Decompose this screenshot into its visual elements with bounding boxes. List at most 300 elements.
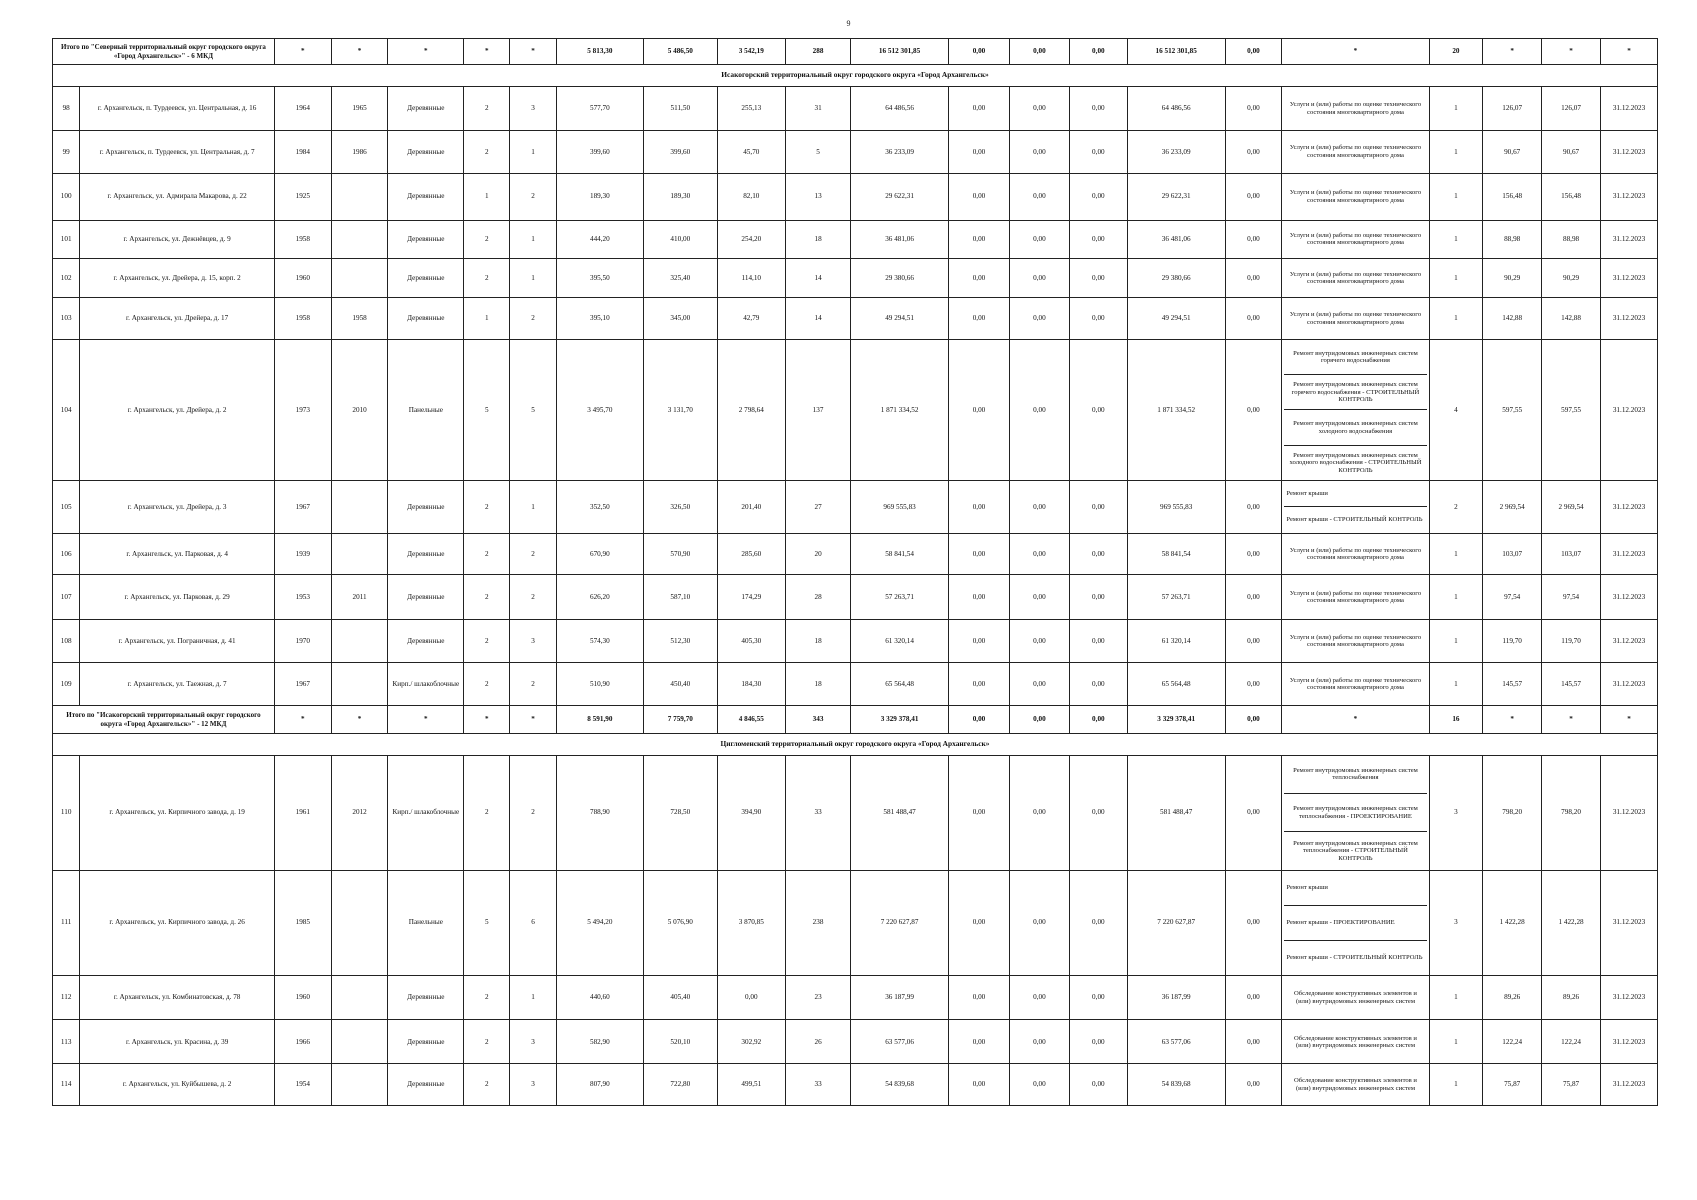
- row-number: 102: [53, 258, 80, 297]
- house-row: [53, 662, 1658, 706]
- work-item: Услуги и (или) работы по оценке технического состояния многоквартирного дома: [1289, 144, 1422, 159]
- cell-fund-own: 36 187,99: [1127, 975, 1225, 1020]
- cell-fund-own: 29 380,66: [1127, 258, 1225, 297]
- row-number: 109: [53, 662, 80, 706]
- total-cell: 16 512 301,85: [851, 39, 949, 65]
- cell-area-res: 3 131,70: [644, 339, 718, 480]
- cell-year-repair: [331, 173, 388, 220]
- cell-fund-other: 0,00: [1225, 975, 1282, 1020]
- cell-deadline: 31.12.2023: [1601, 575, 1658, 620]
- total-cell: 0,00: [1009, 706, 1069, 733]
- cell-fund-loc: 0,00: [1069, 173, 1127, 220]
- cell-area-res: 520,10: [644, 1020, 718, 1064]
- cell-residents: 33: [785, 1064, 850, 1106]
- cell-year-built: 1984: [274, 130, 331, 173]
- cell-area-total: 574,30: [556, 620, 643, 663]
- cell-area-total: 395,50: [556, 258, 643, 297]
- cell-fund-own: 54 839,68: [1127, 1064, 1225, 1106]
- work-item: Ремонт внутридомовых инженерных систем холодного водоснабжения: [1284, 409, 1426, 444]
- cell-area-own: 45,70: [717, 130, 785, 173]
- cell-cost-m2: 2 969,54: [1483, 481, 1542, 534]
- cell-year-built: 1985: [274, 870, 331, 975]
- cell-deadline: 31.12.2023: [1601, 1020, 1658, 1064]
- total-cell: 20: [1429, 39, 1483, 65]
- cell-material: Деревянные: [388, 533, 464, 575]
- cell-cost-max: 126,07: [1542, 87, 1601, 131]
- work-item: Ремонт крыши: [1286, 883, 1328, 891]
- cell-fund-other: 0,00: [1225, 533, 1282, 575]
- row-number: 111: [53, 870, 80, 975]
- work-item: Услуги и (или) работы по оценке технического состояния многоквартирного дома: [1289, 189, 1422, 204]
- district-section-header: [53, 65, 1658, 87]
- cell-year-built: 1964: [274, 87, 331, 131]
- cell-fund-own: 29 622,31: [1127, 173, 1225, 220]
- cell-floors: 1: [464, 173, 510, 220]
- cell-fund-loc: 0,00: [1069, 339, 1127, 480]
- cell-fund-loc: 0,00: [1069, 1064, 1127, 1106]
- cell-cost-total: 29 380,66: [851, 258, 949, 297]
- cell-cost-max: 90,29: [1542, 258, 1601, 297]
- cell-deadline: 31.12.2023: [1601, 755, 1658, 870]
- cell-residents: 27: [785, 481, 850, 534]
- cell-floors: 1: [464, 298, 510, 340]
- cell-residents: 13: [785, 173, 850, 220]
- cell-residents: 26: [785, 1020, 850, 1064]
- cell-area-res: 570,90: [644, 533, 718, 575]
- row-number: 107: [53, 575, 80, 620]
- house-address: г. Архангельск, ул. Дежнёвцев, д. 9: [80, 220, 275, 258]
- cell-cost-total: 1 871 334,52: [851, 339, 949, 480]
- house-row: [53, 870, 1658, 975]
- cell-floors: 2: [464, 481, 510, 534]
- cell-fund-fed: 0,00: [948, 298, 1009, 340]
- cell-deadline: 31.12.2023: [1601, 298, 1658, 340]
- total-cell: *: [1601, 706, 1658, 733]
- cell-area-own: 174,29: [717, 575, 785, 620]
- cell-fund-other: 0,00: [1225, 220, 1282, 258]
- cell-area-res: 325,40: [644, 258, 718, 297]
- row-number: 108: [53, 620, 80, 663]
- cell-fund-loc: 0,00: [1069, 130, 1127, 173]
- house-address: г. Архангельск, ул. Красина, д. 39: [80, 1020, 275, 1064]
- cell-floors: 5: [464, 339, 510, 480]
- cell-fund-other: 0,00: [1225, 1064, 1282, 1106]
- cell-fund-fed: 0,00: [948, 1020, 1009, 1064]
- cell-fund-own: 1 871 334,52: [1127, 339, 1225, 480]
- cell-fund-loc: 0,00: [1069, 1020, 1127, 1064]
- work-item: Ремонт внутридомовых инженерных систем холодного водоснабжения - СТРОИТЕЛЬНЫЙ КОНТРОЛЬ: [1284, 445, 1426, 480]
- cell-cost-total: 581 488,47: [851, 755, 949, 870]
- cell-material: Деревянные: [388, 1064, 464, 1106]
- cell-entrances: 3: [510, 1064, 556, 1106]
- work-types-cell: [1282, 975, 1429, 1020]
- work-types-cell: [1282, 220, 1429, 258]
- cell-cost-total: 36 481,06: [851, 220, 949, 258]
- cell-year-repair: [331, 620, 388, 663]
- cell-entrances: 1: [510, 220, 556, 258]
- cell-fund-reg: 0,00: [1009, 620, 1069, 663]
- cell-fund-other: 0,00: [1225, 1020, 1282, 1064]
- cell-entrances: 2: [510, 173, 556, 220]
- cell-area-total: 670,90: [556, 533, 643, 575]
- total-cell: *: [331, 39, 388, 65]
- work-types-cell: [1282, 87, 1429, 131]
- cell-area-own: 405,30: [717, 620, 785, 663]
- work-list: [1284, 259, 1426, 297]
- cell-material: Деревянные: [388, 173, 464, 220]
- cell-fund-fed: 0,00: [948, 870, 1009, 975]
- cell-area-total: 788,90: [556, 755, 643, 870]
- work-list: [1284, 131, 1426, 173]
- cell-year-repair: [331, 1064, 388, 1106]
- cell-residents: 31: [785, 87, 850, 131]
- cell-cost-m2: 88,98: [1483, 220, 1542, 258]
- cell-area-own: 255,13: [717, 87, 785, 131]
- cell-residents: 5: [785, 130, 850, 173]
- cell-entrances: 1: [510, 481, 556, 534]
- cell-year-built: 1970: [274, 620, 331, 663]
- cell-work-count: 1: [1429, 620, 1483, 663]
- cell-fund-reg: 0,00: [1009, 1020, 1069, 1064]
- cell-area-own: 114,10: [717, 258, 785, 297]
- cell-fund-loc: 0,00: [1069, 481, 1127, 534]
- cell-fund-loc: 0,00: [1069, 662, 1127, 706]
- cell-fund-fed: 0,00: [948, 339, 1009, 480]
- cell-year-repair: [331, 662, 388, 706]
- cell-cost-m2: 119,70: [1483, 620, 1542, 663]
- cell-cost-m2: 156,48: [1483, 173, 1542, 220]
- cell-cost-max: 156,48: [1542, 173, 1601, 220]
- house-row: [53, 220, 1658, 258]
- row-number: 112: [53, 975, 80, 1020]
- work-list: [1284, 871, 1426, 975]
- total-title: Итого по "Северный территориальный округ городского округа «Город Архангельск»" - 6 МКД: [53, 39, 275, 65]
- work-item: Услуги и (или) работы по оценке технического состояния многоквартирного дома: [1289, 589, 1422, 605]
- row-number: 99: [53, 130, 80, 173]
- section-title: Цигломенский территориальный округ городского округа «Город Архангельск»: [53, 733, 1658, 755]
- cell-fund-fed: 0,00: [948, 220, 1009, 258]
- cell-area-total: 582,90: [556, 1020, 643, 1064]
- cell-floors: 2: [464, 662, 510, 706]
- work-item: Услуги и (или) работы по оценке технического состояния многоквартирного дома: [1289, 676, 1422, 692]
- cell-fund-fed: 0,00: [948, 975, 1009, 1020]
- cell-cost-total: 36 233,09: [851, 130, 949, 173]
- cell-area-res: 450,40: [644, 662, 718, 706]
- house-row: [53, 173, 1658, 220]
- cell-year-built: 1961: [274, 755, 331, 870]
- work-list: [1284, 620, 1426, 662]
- house-address: г. Архангельск, ул. Кирпичного завода, д. 26: [80, 870, 275, 975]
- total-cell: 3 329 378,41: [1127, 706, 1225, 733]
- house-row: [53, 1020, 1658, 1064]
- cell-floors: 2: [464, 975, 510, 1020]
- cell-fund-fed: 0,00: [948, 620, 1009, 663]
- cell-cost-max: 97,54: [1542, 575, 1601, 620]
- cell-fund-loc: 0,00: [1069, 755, 1127, 870]
- row-number: 106: [53, 533, 80, 575]
- cell-year-built: 1958: [274, 298, 331, 340]
- cell-cost-m2: 90,29: [1483, 258, 1542, 297]
- cell-material: Деревянные: [388, 220, 464, 258]
- cell-area-total: 807,90: [556, 1064, 643, 1106]
- total-cell: *: [1282, 706, 1429, 733]
- cell-residents: 14: [785, 258, 850, 297]
- cell-cost-max: 798,20: [1542, 755, 1601, 870]
- cell-fund-fed: 0,00: [948, 481, 1009, 534]
- cell-work-count: 1: [1429, 1064, 1483, 1106]
- work-types-cell: [1282, 173, 1429, 220]
- cell-year-built: 1953: [274, 575, 331, 620]
- cell-area-res: 189,30: [644, 173, 718, 220]
- cell-cost-m2: 798,20: [1483, 755, 1542, 870]
- cell-floors: 2: [464, 620, 510, 663]
- cell-work-count: 1: [1429, 130, 1483, 173]
- cell-material: Кирп./ шлакоблочные: [388, 755, 464, 870]
- total-title: Итого по "Исакогорский территориальный округ городского округа «Город Архангельск»" - 12 МКД: [53, 706, 275, 733]
- house-row: [53, 481, 1658, 534]
- total-cell: 8 591,90: [556, 706, 643, 733]
- work-types-cell: [1282, 339, 1429, 480]
- cell-area-own: 0,00: [717, 975, 785, 1020]
- cell-entrances: 2: [510, 575, 556, 620]
- cell-fund-other: 0,00: [1225, 870, 1282, 975]
- row-number: 104: [53, 339, 80, 480]
- cell-fund-reg: 0,00: [1009, 87, 1069, 131]
- total-cell: *: [1483, 706, 1542, 733]
- work-types-cell: [1282, 662, 1429, 706]
- cell-area-own: 201,40: [717, 481, 785, 534]
- cell-cost-max: 119,70: [1542, 620, 1601, 663]
- house-address: г. Архангельск, ул. Кирпичного завода, д. 19: [80, 755, 275, 870]
- work-types-cell: [1282, 481, 1429, 534]
- cell-fund-fed: 0,00: [948, 1064, 1009, 1106]
- cell-work-count: 1: [1429, 173, 1483, 220]
- total-cell: 0,00: [1069, 39, 1127, 65]
- work-types-cell: [1282, 298, 1429, 340]
- cell-year-repair: [331, 481, 388, 534]
- cell-fund-loc: 0,00: [1069, 298, 1127, 340]
- house-row: [53, 575, 1658, 620]
- cell-material: Деревянные: [388, 975, 464, 1020]
- cell-area-res: 728,50: [644, 755, 718, 870]
- cell-area-own: 254,20: [717, 220, 785, 258]
- total-cell: *: [388, 706, 464, 733]
- cell-residents: 18: [785, 620, 850, 663]
- cell-area-res: 345,00: [644, 298, 718, 340]
- row-number: 101: [53, 220, 80, 258]
- row-number: 105: [53, 481, 80, 534]
- total-cell: 5 813,30: [556, 39, 643, 65]
- total-cell: 0,00: [1225, 706, 1282, 733]
- cell-floors: 2: [464, 87, 510, 131]
- cell-cost-max: 1 422,28: [1542, 870, 1601, 975]
- cell-deadline: 31.12.2023: [1601, 130, 1658, 173]
- cell-material: Деревянные: [388, 620, 464, 663]
- cell-fund-other: 0,00: [1225, 620, 1282, 663]
- work-list: [1284, 1064, 1426, 1105]
- cell-material: Деревянные: [388, 258, 464, 297]
- cell-fund-other: 0,00: [1225, 298, 1282, 340]
- repair-program-table: [52, 38, 1658, 1106]
- cell-floors: 2: [464, 533, 510, 575]
- cell-area-own: 82,10: [717, 173, 785, 220]
- total-cell: *: [510, 706, 556, 733]
- cell-floors: 5: [464, 870, 510, 975]
- cell-deadline: 31.12.2023: [1601, 662, 1658, 706]
- cell-area-res: 399,60: [644, 130, 718, 173]
- work-list: [1284, 663, 1426, 706]
- cell-material: Деревянные: [388, 87, 464, 131]
- total-cell: 7 759,70: [644, 706, 718, 733]
- total-cell: *: [510, 39, 556, 65]
- cell-work-count: 1: [1429, 298, 1483, 340]
- cell-fund-own: 969 555,83: [1127, 481, 1225, 534]
- cell-year-built: 1960: [274, 258, 331, 297]
- house-row: [53, 533, 1658, 575]
- work-item: Услуги и (или) работы по оценке технического состояния многоквартирного дома: [1289, 633, 1422, 648]
- cell-cost-total: 36 187,99: [851, 975, 949, 1020]
- cell-year-repair: 2010: [331, 339, 388, 480]
- cell-year-built: 1967: [274, 481, 331, 534]
- cell-year-repair: [331, 258, 388, 297]
- cell-entrances: 2: [510, 298, 556, 340]
- cell-residents: 18: [785, 662, 850, 706]
- total-cell: *: [1542, 39, 1601, 65]
- cell-work-count: 1: [1429, 662, 1483, 706]
- cell-residents: 33: [785, 755, 850, 870]
- row-number: 113: [53, 1020, 80, 1064]
- cell-entrances: 3: [510, 87, 556, 131]
- cell-work-count: 1: [1429, 575, 1483, 620]
- work-types-cell: [1282, 575, 1429, 620]
- cell-cost-m2: 126,07: [1483, 87, 1542, 131]
- cell-deadline: 31.12.2023: [1601, 533, 1658, 575]
- cell-fund-other: 0,00: [1225, 87, 1282, 131]
- cell-year-repair: 1965: [331, 87, 388, 131]
- cell-work-count: 3: [1429, 755, 1483, 870]
- cell-fund-own: 57 263,71: [1127, 575, 1225, 620]
- cell-area-total: 444,20: [556, 220, 643, 258]
- cell-floors: 2: [464, 1064, 510, 1106]
- cell-cost-m2: 142,88: [1483, 298, 1542, 340]
- cell-fund-reg: 0,00: [1009, 130, 1069, 173]
- total-cell: 5 486,50: [644, 39, 718, 65]
- cell-year-built: 1925: [274, 173, 331, 220]
- cell-cost-m2: 122,24: [1483, 1020, 1542, 1064]
- cell-area-res: 326,50: [644, 481, 718, 534]
- row-number: 100: [53, 173, 80, 220]
- work-item: Ремонт крыши - ПРОЕКТИРОВАНИЕ: [1284, 905, 1426, 940]
- cell-cost-m2: 97,54: [1483, 575, 1542, 620]
- work-item: Услуги и (или) работы по оценке технического состояния многоквартирного дома: [1289, 546, 1422, 561]
- cell-deadline: 31.12.2023: [1601, 173, 1658, 220]
- cell-fund-own: 36 233,09: [1127, 130, 1225, 173]
- work-item: Ремонт внутридомовых инженерных систем теплоснабжения - ПРОЕКТИРОВАНИЕ: [1284, 793, 1426, 831]
- row-number: 103: [53, 298, 80, 340]
- work-types-cell: [1282, 258, 1429, 297]
- cell-fund-other: 0,00: [1225, 339, 1282, 480]
- work-item: Обследование конструктивных элементов и (или) внутридомовых инженерных систем: [1293, 990, 1417, 1005]
- cell-residents: 18: [785, 220, 850, 258]
- cell-fund-loc: 0,00: [1069, 870, 1127, 975]
- house-address: г. Архангельск, ул. Дрейера, д. 17: [80, 298, 275, 340]
- cell-area-total: 3 495,70: [556, 339, 643, 480]
- cell-deadline: 31.12.2023: [1601, 258, 1658, 297]
- work-types-cell: [1282, 1020, 1429, 1064]
- cell-fund-reg: 0,00: [1009, 975, 1069, 1020]
- cell-fund-loc: 0,00: [1069, 975, 1127, 1020]
- cell-deadline: 31.12.2023: [1601, 339, 1658, 480]
- work-list: [1284, 575, 1426, 619]
- cell-cost-m2: 1 422,28: [1483, 870, 1542, 975]
- cell-cost-m2: 103,07: [1483, 533, 1542, 575]
- cell-cost-m2: 597,55: [1483, 339, 1542, 480]
- row-number: 98: [53, 87, 80, 131]
- total-cell: *: [464, 706, 510, 733]
- cell-area-res: 587,10: [644, 575, 718, 620]
- cell-fund-reg: 0,00: [1009, 258, 1069, 297]
- cell-fund-reg: 0,00: [1009, 220, 1069, 258]
- cell-fund-fed: 0,00: [948, 662, 1009, 706]
- cell-area-res: 512,30: [644, 620, 718, 663]
- cell-cost-max: 88,98: [1542, 220, 1601, 258]
- cell-cost-total: 7 220 627,87: [851, 870, 949, 975]
- cell-floors: 2: [464, 220, 510, 258]
- cell-deadline: 31.12.2023: [1601, 975, 1658, 1020]
- cell-work-count: 1: [1429, 975, 1483, 1020]
- cell-fund-own: 61 320,14: [1127, 620, 1225, 663]
- cell-cost-total: 61 320,14: [851, 620, 949, 663]
- cell-fund-reg: 0,00: [1009, 1064, 1069, 1106]
- cell-fund-reg: 0,00: [1009, 662, 1069, 706]
- cell-cost-m2: 90,67: [1483, 130, 1542, 173]
- work-list: [1284, 87, 1426, 130]
- house-row: [53, 298, 1658, 340]
- cell-fund-other: 0,00: [1225, 755, 1282, 870]
- cell-fund-loc: 0,00: [1069, 533, 1127, 575]
- work-types-cell: [1282, 533, 1429, 575]
- house-address: г. Архангельск, ул. Дрейера, д. 2: [80, 339, 275, 480]
- cell-cost-m2: 89,26: [1483, 975, 1542, 1020]
- cell-fund-loc: 0,00: [1069, 220, 1127, 258]
- cell-work-count: 1: [1429, 258, 1483, 297]
- cell-fund-other: 0,00: [1225, 662, 1282, 706]
- cell-fund-loc: 0,00: [1069, 258, 1127, 297]
- cell-area-total: 399,60: [556, 130, 643, 173]
- cell-area-res: 511,50: [644, 87, 718, 131]
- cell-cost-m2: 145,57: [1483, 662, 1542, 706]
- total-cell: *: [1282, 39, 1429, 65]
- work-list: [1284, 298, 1426, 339]
- work-item: Ремонт внутридомовых инженерных систем горячего водоснабжения: [1293, 349, 1418, 365]
- total-cell: *: [1483, 39, 1542, 65]
- cell-year-built: 1960: [274, 975, 331, 1020]
- cell-fund-own: 49 294,51: [1127, 298, 1225, 340]
- work-types-cell: [1282, 870, 1429, 975]
- cell-fund-reg: 0,00: [1009, 298, 1069, 340]
- cell-floors: 2: [464, 130, 510, 173]
- cell-fund-fed: 0,00: [948, 87, 1009, 131]
- cell-area-own: 285,60: [717, 533, 785, 575]
- total-cell: 0,00: [948, 39, 1009, 65]
- cell-cost-max: 89,26: [1542, 975, 1601, 1020]
- work-list: [1284, 756, 1426, 870]
- cell-year-repair: 2011: [331, 575, 388, 620]
- work-item: Обследование конструктивных элементов и (или) внутридомовых инженерных систем: [1293, 1034, 1417, 1049]
- house-row: [53, 1064, 1658, 1106]
- cell-fund-reg: 0,00: [1009, 575, 1069, 620]
- cell-area-own: 3 870,85: [717, 870, 785, 975]
